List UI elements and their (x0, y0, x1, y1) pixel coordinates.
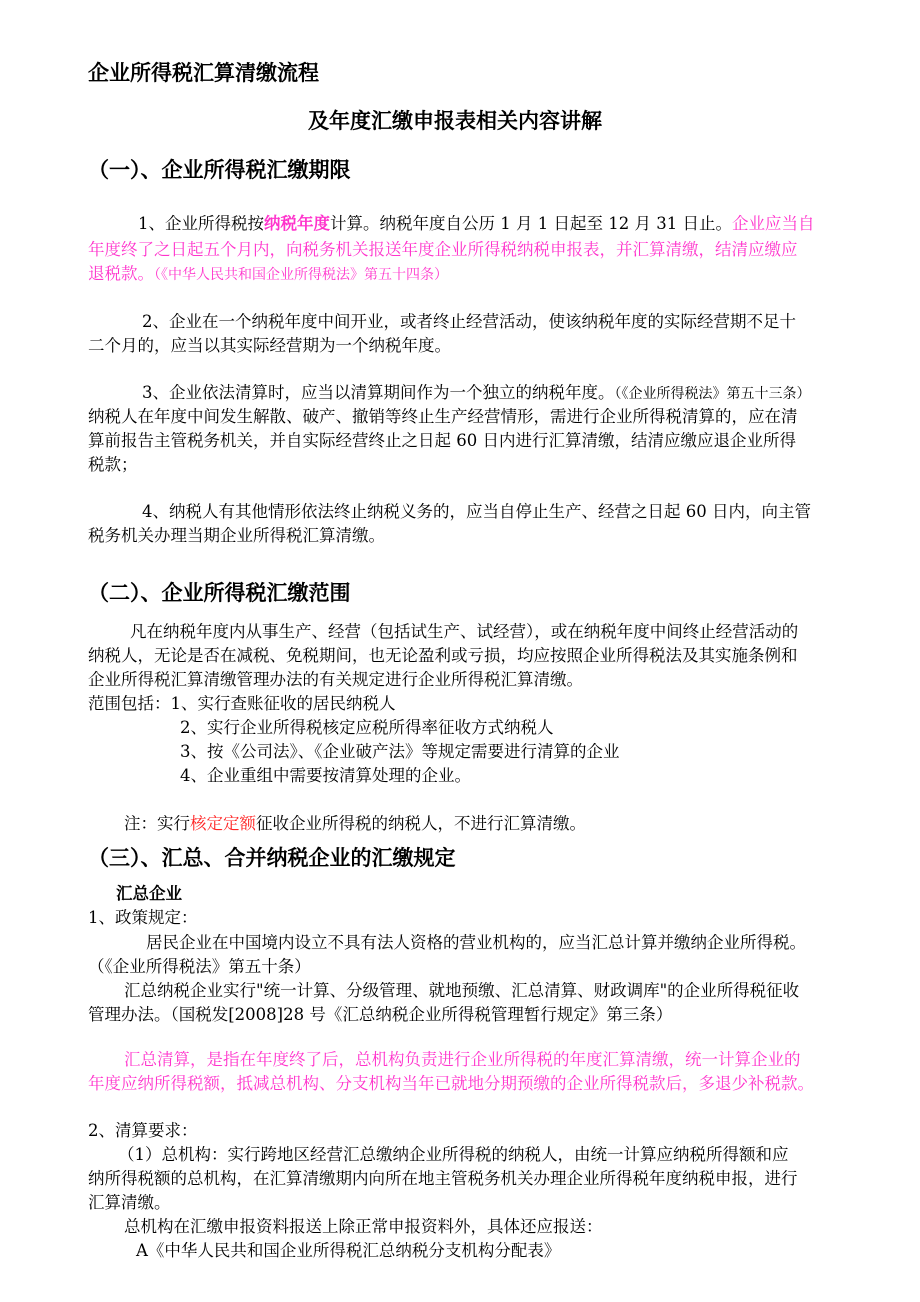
highlight-fixed-quota: 核定定额 (190, 814, 256, 833)
s2-scope-label: 范围包括：1、实行查账征收的居民纳税人 (88, 694, 396, 713)
s3-summary-line2: 年度应纳所得税额，抵减总机构、分支机构当年已就地分期预缴的企业所得税款后，多退少补税款。 (88, 1074, 814, 1093)
s1-p1-line2: 年度终了之日起五个月内，向税务机关报送年度企业所得税纳税申报表，并汇算清缴，结清应缴应 (88, 240, 798, 259)
s3-policy-title: 1、政策规定： (88, 908, 198, 927)
scope-item-2: 2、实行企业所得税核定应税所得率征收方式纳税人 (180, 718, 554, 737)
s3-req-line4: 总机构在汇缴申报资料报送上除正常申报资料外，具体还应报送： (124, 1217, 603, 1236)
s3-policy-line3: 汇总纳税企业实行"统一计算、分级管理、就地预缴、汇总清算、财政调库"的企业所得税征收 (124, 981, 800, 1000)
s1-p1-line1: 1、企业所得税按纳税年度计算。纳税年度自公历 1 月 1 日起至 12 月 31 日止。企业应当自 (138, 214, 815, 233)
s2-p-line1: 凡在纳税年度内从事生产、经营（包括试生产、试经营），或在纳税年度中间终止经营活动的 (130, 622, 799, 641)
s3-req-line2: 纳所得税额的总机构，在汇算清缴期内向所在地主管税务机关办理企业所得税年度纳税申报，进行 (88, 1169, 798, 1188)
s1-p3-line1: 3、企业依法清算时，应当以清算期间作为一个独立的纳税年度。（《企业所得税法》第五十三条） (142, 383, 811, 402)
s1-p2-line1: 2、企业在一个纳税年度中间开业，或者终止经营活动，使该纳税年度的实际经营期不足十 (142, 312, 796, 331)
s2-note: 注：实行核定定额征收企业所得税的纳税人，不进行汇算清缴。 (124, 814, 586, 833)
doc-title-line1: 企业所得税汇算清缴流程 (88, 61, 319, 85)
scope-item-4: 4、企业重组中需要按清算处理的企业。 (180, 766, 471, 785)
s1-p3-line4: 税款； (88, 455, 138, 474)
s3-policy-line4: 管理办法。（国税发[2008]28 号《汇总纳税企业所得税管理暂行规定》第三条） (88, 1005, 673, 1024)
highlight-tax-year: 纳税年度 (264, 214, 330, 233)
s3-req-line1: （1）总机构：实行跨地区经营汇总缴纳企业所得税的纳税人，由统一计算应纳税所得额和应 (118, 1145, 789, 1164)
s2-p-line3: 企业所得税汇算清缴管理办法的有关规定进行企业所得税汇算清缴。 (88, 670, 583, 689)
s3-summary-line1: 汇总清算，是指在年度终了后，总机构负责进行企业所得税的年度汇算清缴，统一计算企业的 (124, 1050, 801, 1069)
s2-p-line2: 纳税人，无论是否在减税、免税期间，也无论盈利或亏损，均应按照企业所得税法及其实施条例和 (88, 646, 798, 665)
s1-p4-line1: 4、纳税人有其他情形依法终止纳税义务的，应当自停止生产、经营之日起 60 日内，向主管 (142, 502, 811, 521)
s1-p3-line2: 纳税人在年度中间发生解散、破产、撤销等终止生产经营情形，需进行企业所得税清算的，应在清 (88, 407, 798, 426)
scope-item-1: 1、实行查账征收的居民纳税人 (170, 694, 396, 713)
s1-p4-line2: 税务机关办理当期企业所得税汇算清缴。 (88, 526, 385, 545)
doc-title-line2: 及年度汇缴申报表相关内容讲解 (308, 109, 602, 133)
s1-p3-line3: 算前报告主管税务机关，并自实际经营终止之日起 60 日内进行汇算清缴，结清应缴应退企业所得 (88, 431, 796, 450)
s1-p3-reference: （《企业所得税法》第五十三条） (614, 386, 811, 402)
s3-req-line3: 汇算清缴。 (88, 1193, 171, 1212)
s3-subheading: 汇总企业 (116, 884, 182, 903)
s1-p1-reference: （《中华人民共和国企业所得税法》第五十四条） (154, 267, 448, 283)
section-3-heading: （三）、汇总、合并纳税企业的汇缴规定 (88, 846, 456, 870)
s3-policy-line1: 居民企业在中国境内设立不具有法人资格的营业机构的，应当汇总计算并缴纳企业所得税。 (146, 933, 806, 952)
s3-req-title: 2、清算要求： (88, 1121, 198, 1140)
s1-p2-line2: 二个月的，应当以其实际经营期为一个纳税年度。 (88, 336, 451, 355)
section-1-heading: （一）、企业所得税汇缴期限 (88, 158, 351, 182)
s3-req-line5: A《中华人民共和国企业所得税汇总纳税分支机构分配表》 (136, 1241, 561, 1260)
s3-policy-line2: （《企业所得税法》第五十条） (88, 957, 311, 976)
section-2-heading: （二）、企业所得税汇缴范围 (88, 581, 351, 605)
scope-item-3: 3、按《公司法》、《企业破产法》等规定需要进行清算的企业 (180, 742, 620, 761)
s1-p1-line3: 退税款。（《中华人民共和国企业所得税法》第五十四条） (88, 264, 448, 283)
